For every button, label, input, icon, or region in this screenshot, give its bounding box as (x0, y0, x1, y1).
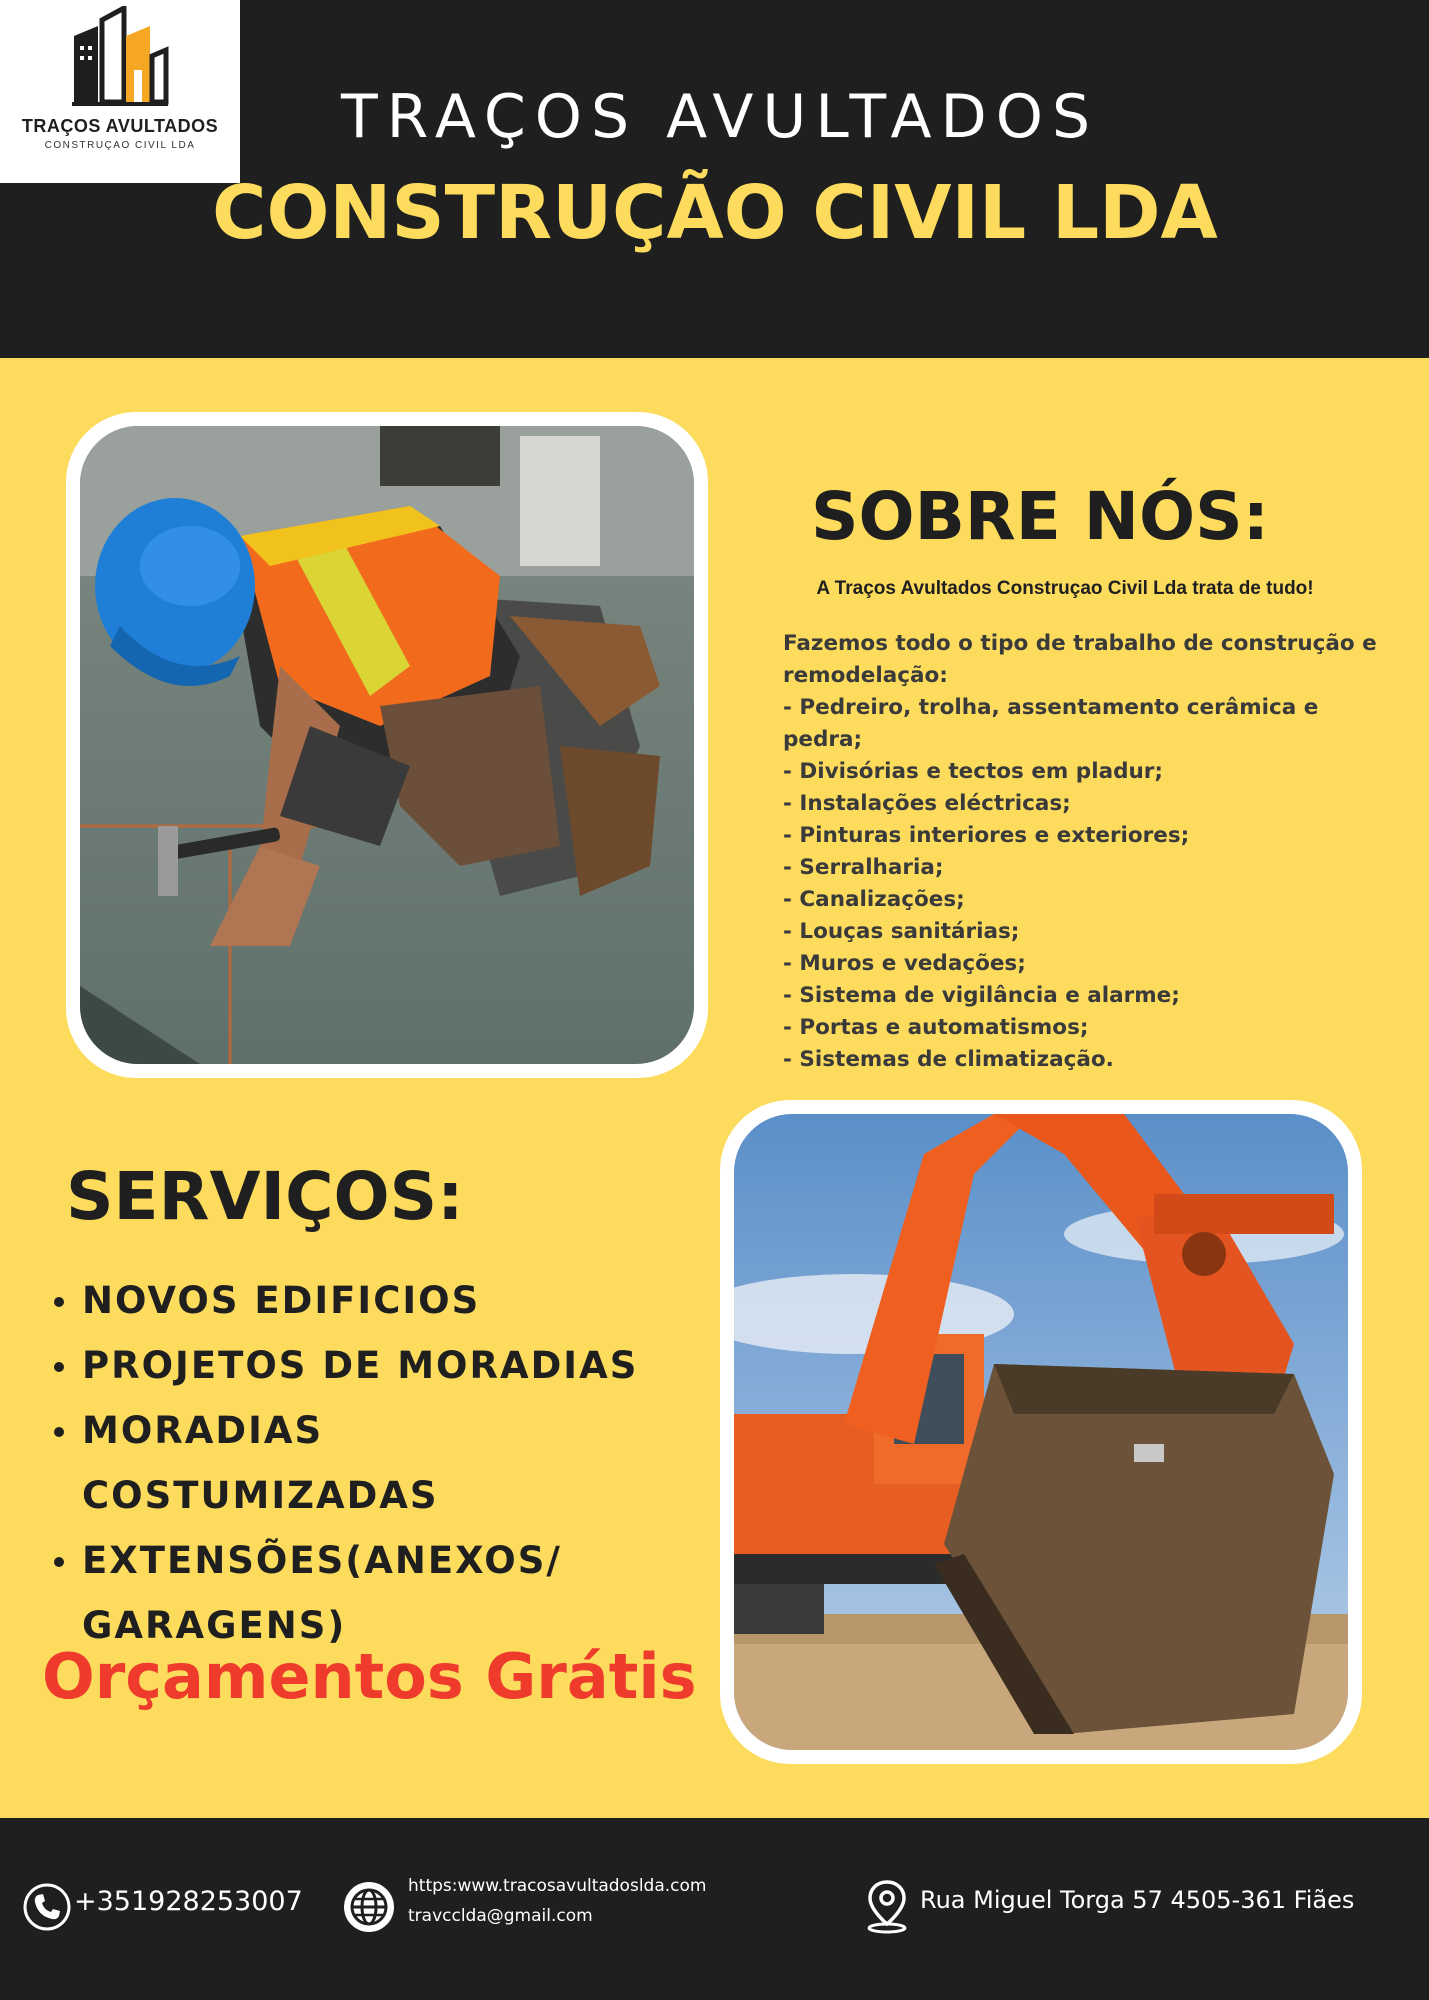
list-item: NOVOS EDIFICIOS (50, 1268, 690, 1333)
logo[interactable] (0, 0, 240, 183)
list-item: - Divisórias e tectos em pladur; (783, 759, 1163, 784)
location-pin-icon[interactable] (864, 1878, 910, 1934)
list-item: - Pinturas interiores e exteriores; (783, 823, 1190, 848)
list-item: - Canalizações; (783, 887, 965, 912)
list-item: EXTENSÕES(ANEXOS/ GARAGENS) (50, 1528, 690, 1658)
website-link[interactable]: https:www.tracosavultadoslda.com (408, 1876, 707, 1896)
worker-illustration (80, 426, 694, 1064)
list-item: - Louças sanitárias; (783, 919, 1020, 944)
list-item: - Pedreiro, trolha, assentamento cerâmica e pedra; (783, 695, 1319, 752)
address: Rua Miguel Torga 57 4505-361 Fiães (920, 1886, 1355, 1914)
list-item: PROJETOS DE MORADIAS (50, 1333, 690, 1398)
excavator-illustration (734, 1114, 1348, 1750)
services-list (50, 1268, 690, 1658)
phone-icon[interactable] (22, 1882, 72, 1932)
services-title: SERVIÇOS: (66, 1158, 464, 1235)
list-item: - Muros e vedações; (783, 951, 1026, 976)
free-quotes-banner: Orçamentos Grátis (42, 1640, 697, 1713)
list-item: - Sistemas de climatização. (783, 1047, 1114, 1072)
company-name: TRAÇOS AVULTADOS (340, 82, 1100, 152)
excavator-photo (720, 1100, 1362, 1764)
globe-icon[interactable] (342, 1880, 396, 1934)
about-title: SOBRE NÓS: (810, 478, 1270, 555)
list-item: - Portas e automatismos; (783, 1015, 1089, 1040)
logo-name: TRAÇOS AVULTADOS (21, 116, 219, 136)
building-logo-icon (68, 6, 172, 106)
about-lead: A Traços Avultados Construçao Civil Lda trata de tudo! (816, 578, 1314, 599)
list-item: - Instalações eléctricas; (783, 791, 1071, 816)
email-link[interactable]: travcclda@gmail.com (408, 1906, 593, 1926)
list-item: - Sistema de vigilância e alarme; (783, 983, 1180, 1008)
about-intro: Fazemos todo o tipo de trabalho de construção e remodelação: (783, 631, 1377, 688)
list-item: MORADIAS COSTUMIZADAS (50, 1398, 690, 1528)
phone-number[interactable]: +351928253007 (74, 1886, 303, 1917)
list-item: - Serralharia; (783, 855, 944, 880)
page-title: CONSTRUÇÃO CIVIL LDA (212, 170, 1218, 256)
logo-subtitle: CONSTRUÇAO CIVIL LDA (44, 140, 196, 151)
about-services-list (783, 692, 1383, 1076)
worker-photo (66, 412, 708, 1078)
